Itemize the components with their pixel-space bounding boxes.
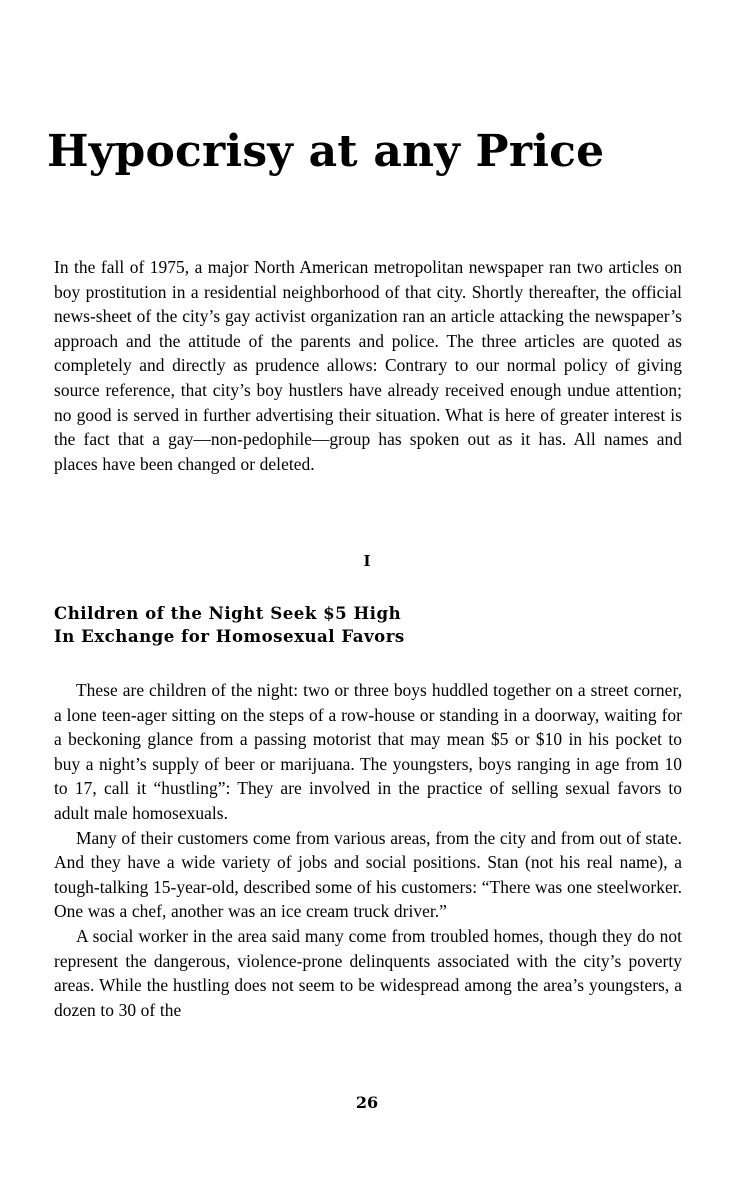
article-paragraph: Many of their customers come from various areas, from the city and from out of state. And they have a wide variety of jobs and social positions. Stan (not his real name), a tough-talking 15-year-old, described some of his customers: “There was one steelworker. One was a chef, another was an ice cream truck driver.” xyxy=(54,827,682,922)
page-title: Hypocrisy at any Price xyxy=(47,126,605,178)
article-paragraph: These are children of the night: two or three boys huddled together on a street corner, a lone teen-ager sitting on the steps of a row-house or standing in a doorway, waiting for a beckoning glance from a passing motorist that may mean $5 or $10 in his pocket to buy a night’s supply of beer or marijuana. The youngsters, boys ranging in age from 10 to 17, call it “hustling”: They are involved in the practice of selling sexual favors to adult male homosexuals. xyxy=(54,680,682,823)
intro-paragraph: In the fall of 1975, a major North American metropolitan newspaper ran two articles on boy prostitution in a residential neighborhood of that city. Shortly thereafter, the official news-sheet of the city’s gay activist organization ran an article attacking the newspaper’s approach and the attitude of the parents and police. The three articles are quoted as completely and directly as prudence allows: Contrary to our normal policy of giving source reference, that city’s boy hustlers have already received enough undue attention; no good is served in further advertising their situation. What is here of greater interest is the fact that a gay—non-pedophile—group has spoken out as it has. All names and places have been changed or deleted. xyxy=(54,257,682,474)
article-headline xyxy=(54,602,682,648)
page-number: 26 xyxy=(355,1093,379,1112)
article-text-block xyxy=(54,678,682,1022)
section-numeral: I xyxy=(363,552,371,570)
article-paragraph: A social worker in the area said many come from troubled homes, though they do not represent the dangerous, violence-prone delinquents associated with the city’s poverty areas. While the hustling does not seem to be widespread among the area’s youngsters, a dozen to 30 of the xyxy=(54,925,682,1020)
article-headline-line-1: Children of the Night Seek $5 High xyxy=(54,603,402,623)
article-headline-line-2: In Exchange for Homosexual Favors xyxy=(54,626,405,646)
intro-text-block xyxy=(54,255,682,476)
